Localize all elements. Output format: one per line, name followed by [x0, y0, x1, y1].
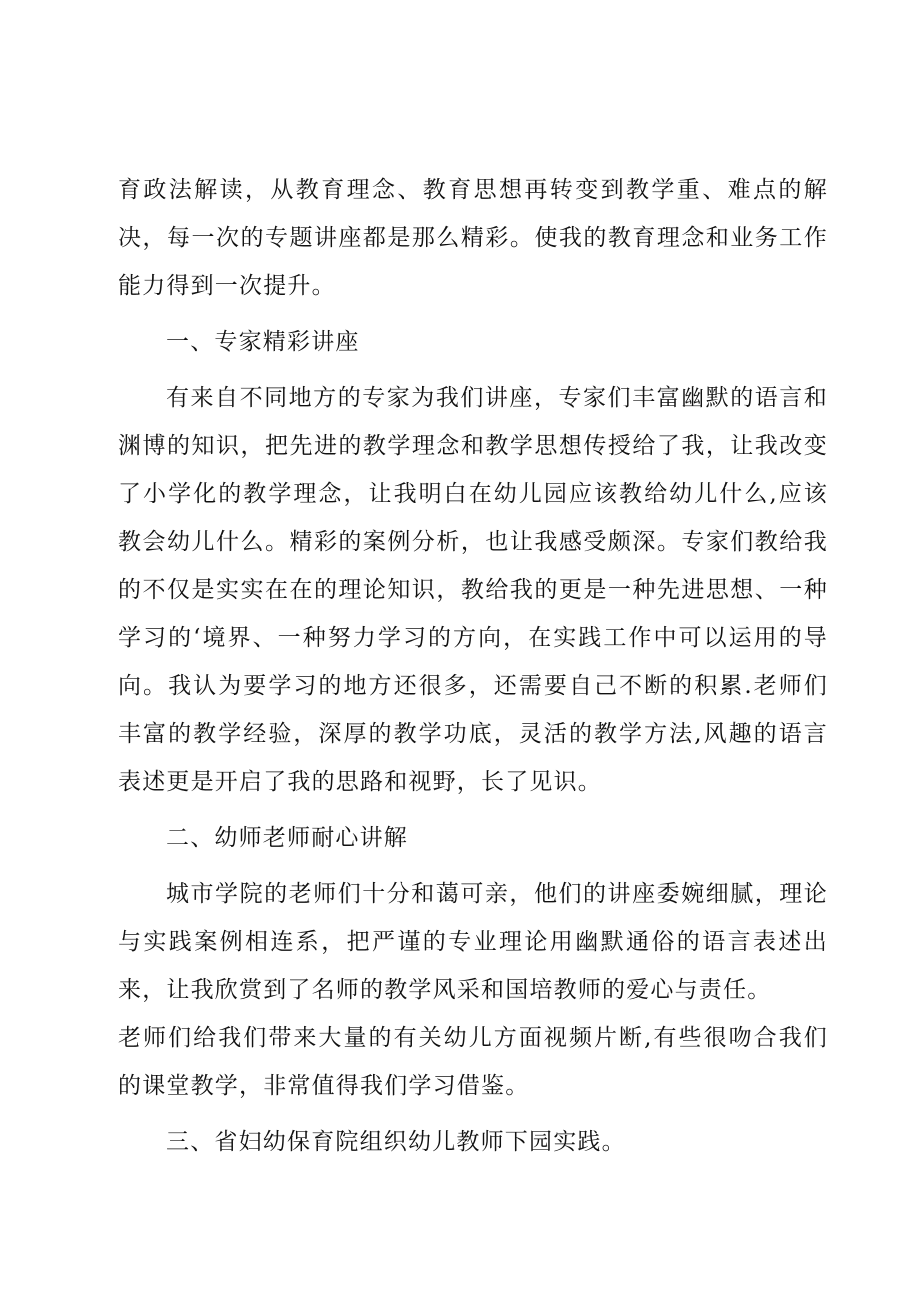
section-heading-1: 一、专家精彩讲座	[166, 329, 360, 355]
section-heading-2: 二、幼师老师耐心讲解	[166, 825, 408, 851]
section-heading-3: 三、省妇幼保育院组织幼儿教师下园实践。	[166, 1129, 626, 1155]
paragraph-city-college: 城市学院的老师们十分和蔼可亲，他们的讲座委婉细腻，理论与实践案例相连系，把严谨的专业理论用幽默通俗的语言表述出来，让我欣赏到了名师的教学风采和国培教师的爱心与责任。	[118, 881, 828, 1003]
document-body	[118, 166, 828, 1174]
paragraph-intro: 育政法解读，从教育理念、教育思想再转变到教学重、难点的解决，每一次的专题讲座都是那么精彩。使我的教育理念和业务工作能力得到一次提升。	[118, 177, 828, 299]
paragraph-experts: 有来自不同地方的专家为我们讲座，专家们丰富幽默的语言和渊博的知识，把先进的教学理念和教学思想传授给了我，让我改变了小学化的教学理念，让我明白在幼儿园应该教给幼儿什么,应该教会幼儿什么。精彩的案例分析，也让我感受颇深。专家们教给我的不仅是实实在在的理论知识，教给我的更是一种先进思想、一种学习的‘境界、一种努力学习的方向，在实践工作中可以运用的导向。我认为要学习的地方还很多，还需要自己不断的积累.老师们丰富的教学经验，深厚的教学功底，灵活的教学方法,风趣的语言表述更是开启了我的思路和视野，长了见识。	[118, 385, 828, 795]
paragraph-videos: 老师们给我们带来大量的有关幼儿方面视频片断,有些很吻合我们的课堂教学，非常值得我们学习借鉴。	[118, 1025, 828, 1099]
